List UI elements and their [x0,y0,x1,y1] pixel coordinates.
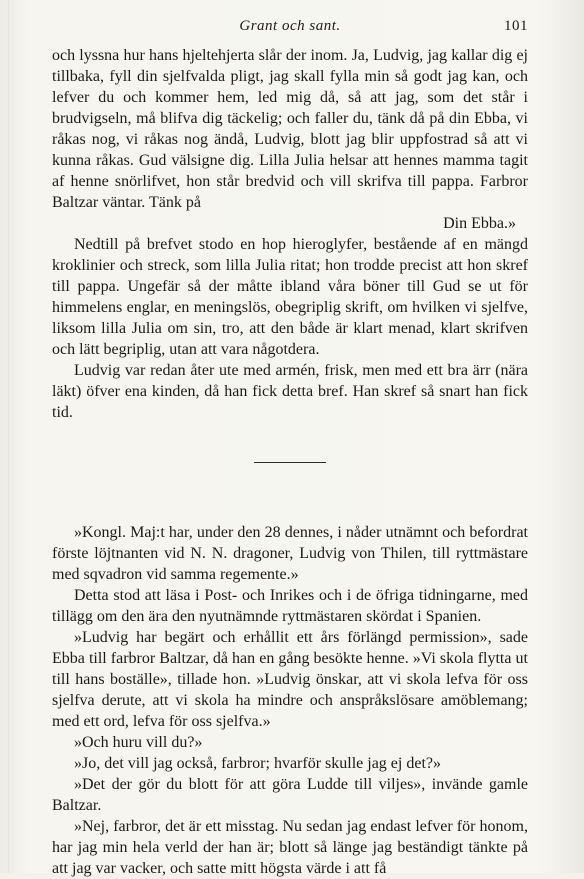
page-number: 101 [504,18,528,34]
dialogue-line: »Det der gör du blott för att göra Ludde till viljes», invände gamle Baltzar. [52,776,528,814]
paragraph: Detta stod att läsa i Post- och Inrikes och i de öfriga tidningarne, med tillägg om den ära den nyutnämnde ryttmästaren skördat i Spanien. [52,587,528,625]
body-text [52,45,528,879]
paragraph: »Ludvig har begärt och erhållit ett års förlängd permission», sade Ebba till farbror Baltzar, då han en gång besökte henne. »Vi skola flytta ut till hans boställe», tillade hon. »Ludvig önskar, att vi skola lefva för oss sjelfva derute, att vi skola ha mindre och anspråkslösare amöblemang; med ett ord, lefva för oss sjelfva.» [52,629,528,730]
paragraph: Nedtill på brefvet stodo en hop hieroglyfer, bestående af en mängd kroklinier och streck, som lilla Julia ritat; hon trodde precist att hon skref till pappa. Ungefär så der måtte ibland våra böner till Gud se ut för himmelens englar, en meningslös, obegriplig skrift, om hvilken vi sjelfve, liksom lilla Julia om sin, tro, att den både är klart menad, klart skrifven och lätt begriplig, utan att vara någotdera. [52,236,528,358]
section-divider [254,462,326,463]
paragraph: Ludvig var redan åter ute med armén, frisk, men med ett bra ärr (nära läkt) öfver ena kinden, då han fick detta bref. Han skref så snart han fick tid. [52,362,528,421]
dialogue-line: »Och huru vill du?» [74,734,203,751]
running-title: Grant och sant. [239,18,341,34]
paragraph: och lyssna hur hans hjeltehjerta slår der inom. Ja, Ludvig, jag kallar dig ej tillbaka, fyll din sjelfvalda pligt, jag skall fylla min så godt jag kan, och lefver du och kommer hem, led mig då, så att jag, som det står i brudvigseln, må blifva dig täckelig; och faller du, tänk då på din Ebba, vi råkas nog, vi råkas nog ändå, Ludvig, blott jag blir uppfostrad så att vi kunna råkas. Gud välsigne dig. Lilla Julia helsar att hennes mamma tagit af henne snörlifvet, hon står bredvid och vill skrifva till pappa. Farbror Baltzar väntar. Tänk på [52,47,528,211]
page-header [52,18,528,40]
dialogue-line: »Jo, det vill jag också, farbror; hvarför skulle jag ej det?» [74,755,441,772]
paragraph: »Nej, farbror, det är ett misstag. Nu sedan jag endast lefver för honom, har jag min hela verld der han är; blott så länge jag beständigt tänkte på att jag var vacker, och satte mitt högsta värde i att få [52,818,528,877]
paragraph: »Kongl. Maj:t har, under den 28 dennes, i nåder utnämnt och befordrat förste löjtnanten vid N. N. dragoner, Ludvig von Thilen, till ryttmästare med sqvadron vid samma regemente.» [52,524,528,583]
letter-signature: Din Ebba.» [443,215,516,232]
page-edge-shadow [8,0,9,873]
